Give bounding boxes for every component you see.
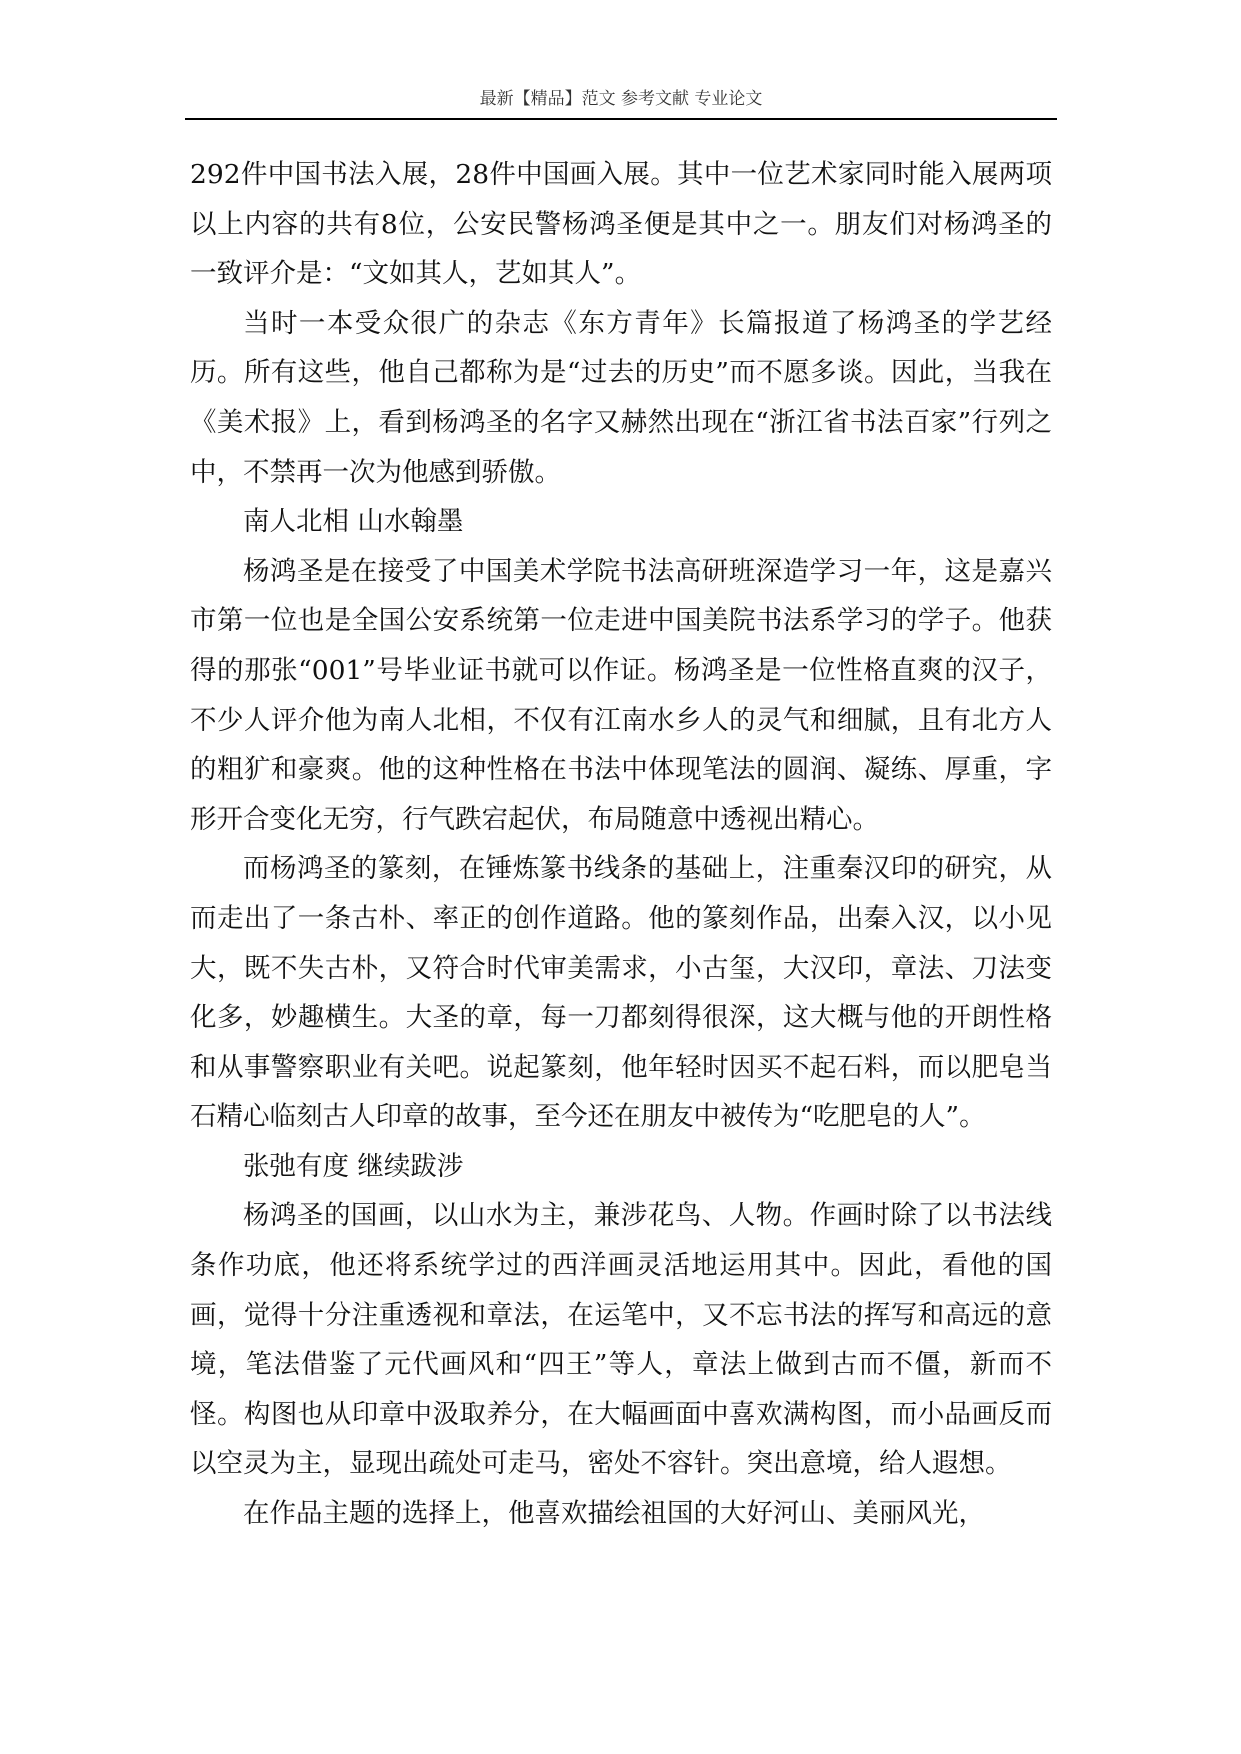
header-text: 最新【精品】范文 参考文献 专业论文 bbox=[479, 89, 763, 109]
paragraph-6: 在作品主题的选择上，他喜欢描绘祖国的大好河山、美丽风光， bbox=[243, 1498, 985, 1530]
page-header bbox=[185, 84, 1057, 120]
paragraph-4: 而杨鸿圣的篆刻，在锤炼篆书线条的基础上，注重秦汉印的研究，从而走出了一条古朴、率正的创作道路。他的篆刻作品，出秦入汉，以小见大，既不失古朴，又符合时代审美需求，小古玺，大汉印，章法、刀法变化多，妙趣横生。大圣的章，每一刀都刻得很深，这大概与他的开朗性格和从事警察职业有关吧。说起篆刻，他年轻时因买不起石料，而以肥皂当石精心临刻古人印章的故事，至今还在朋友中被传为“吃肥皂的人”。 bbox=[190, 853, 1052, 1133]
paragraph-3: 杨鸿圣是在接受了中国美术学院书法高研班深造学习一年，这是嘉兴市第一位也是全国公安系统第一位走进中国美院书法系学习的学子。他获得的那张“001”号毕业证书就可以作证。杨鸿圣是一位性格直爽的汉子，不少人评介他为南人北相，不仅有江南水乡人的灵气和细腻，且有北方人的粗犷和豪爽。他的这种性格在书法中体现笔法的圆润、凝练、厚重，字形开合变化无穷，行气跌宕起伏，布局随意中透视出精心。 bbox=[190, 555, 1052, 835]
section-heading-1: 南人北相 山水翰墨 bbox=[243, 506, 464, 538]
section-heading-2: 张弛有度 继续跋涉 bbox=[243, 1150, 464, 1182]
paragraph-5: 杨鸿圣的国画，以山水为主，兼涉花鸟、人物。作画时除了以书法线条作功底，他还将系统学过的西洋画灵活地运用其中。因此，看他的国画，觉得十分注重透视和章法，在运笔中，又不忘书法的挥写和高远的意境，笔法借鉴了元代画风和“四王”等人，章法上做到古而不僵，新而不怪。构图也从印章中汲取养分，在大幅画面中喜欢满构图，而小品画反而以空灵为主，显现出疏处可走马，密处不容针。突出意境，给人遐想。 bbox=[190, 1200, 1052, 1480]
document-body bbox=[190, 150, 1052, 1539]
paragraph-1: 292件中国书法入展，28件中国画入展。其中一位艺术家同时能入展两项以上内容的共有8位，公安民警杨鸿圣便是其中之一。朋友们对杨鸿圣的一致评介是：“文如其人，艺如其人”。 bbox=[190, 159, 1052, 290]
paragraph-2: 当时一本受众很广的杂志《东方青年》长篇报道了杨鸿圣的学艺经历。所有这些，他自己都称为是“过去的历史”而不愿多谈。因此，当我在《美术报》上，看到杨鸿圣的名字又赫然出现在“浙江省书法百家”行列之中，不禁再一次为他感到骄傲。 bbox=[190, 307, 1052, 488]
